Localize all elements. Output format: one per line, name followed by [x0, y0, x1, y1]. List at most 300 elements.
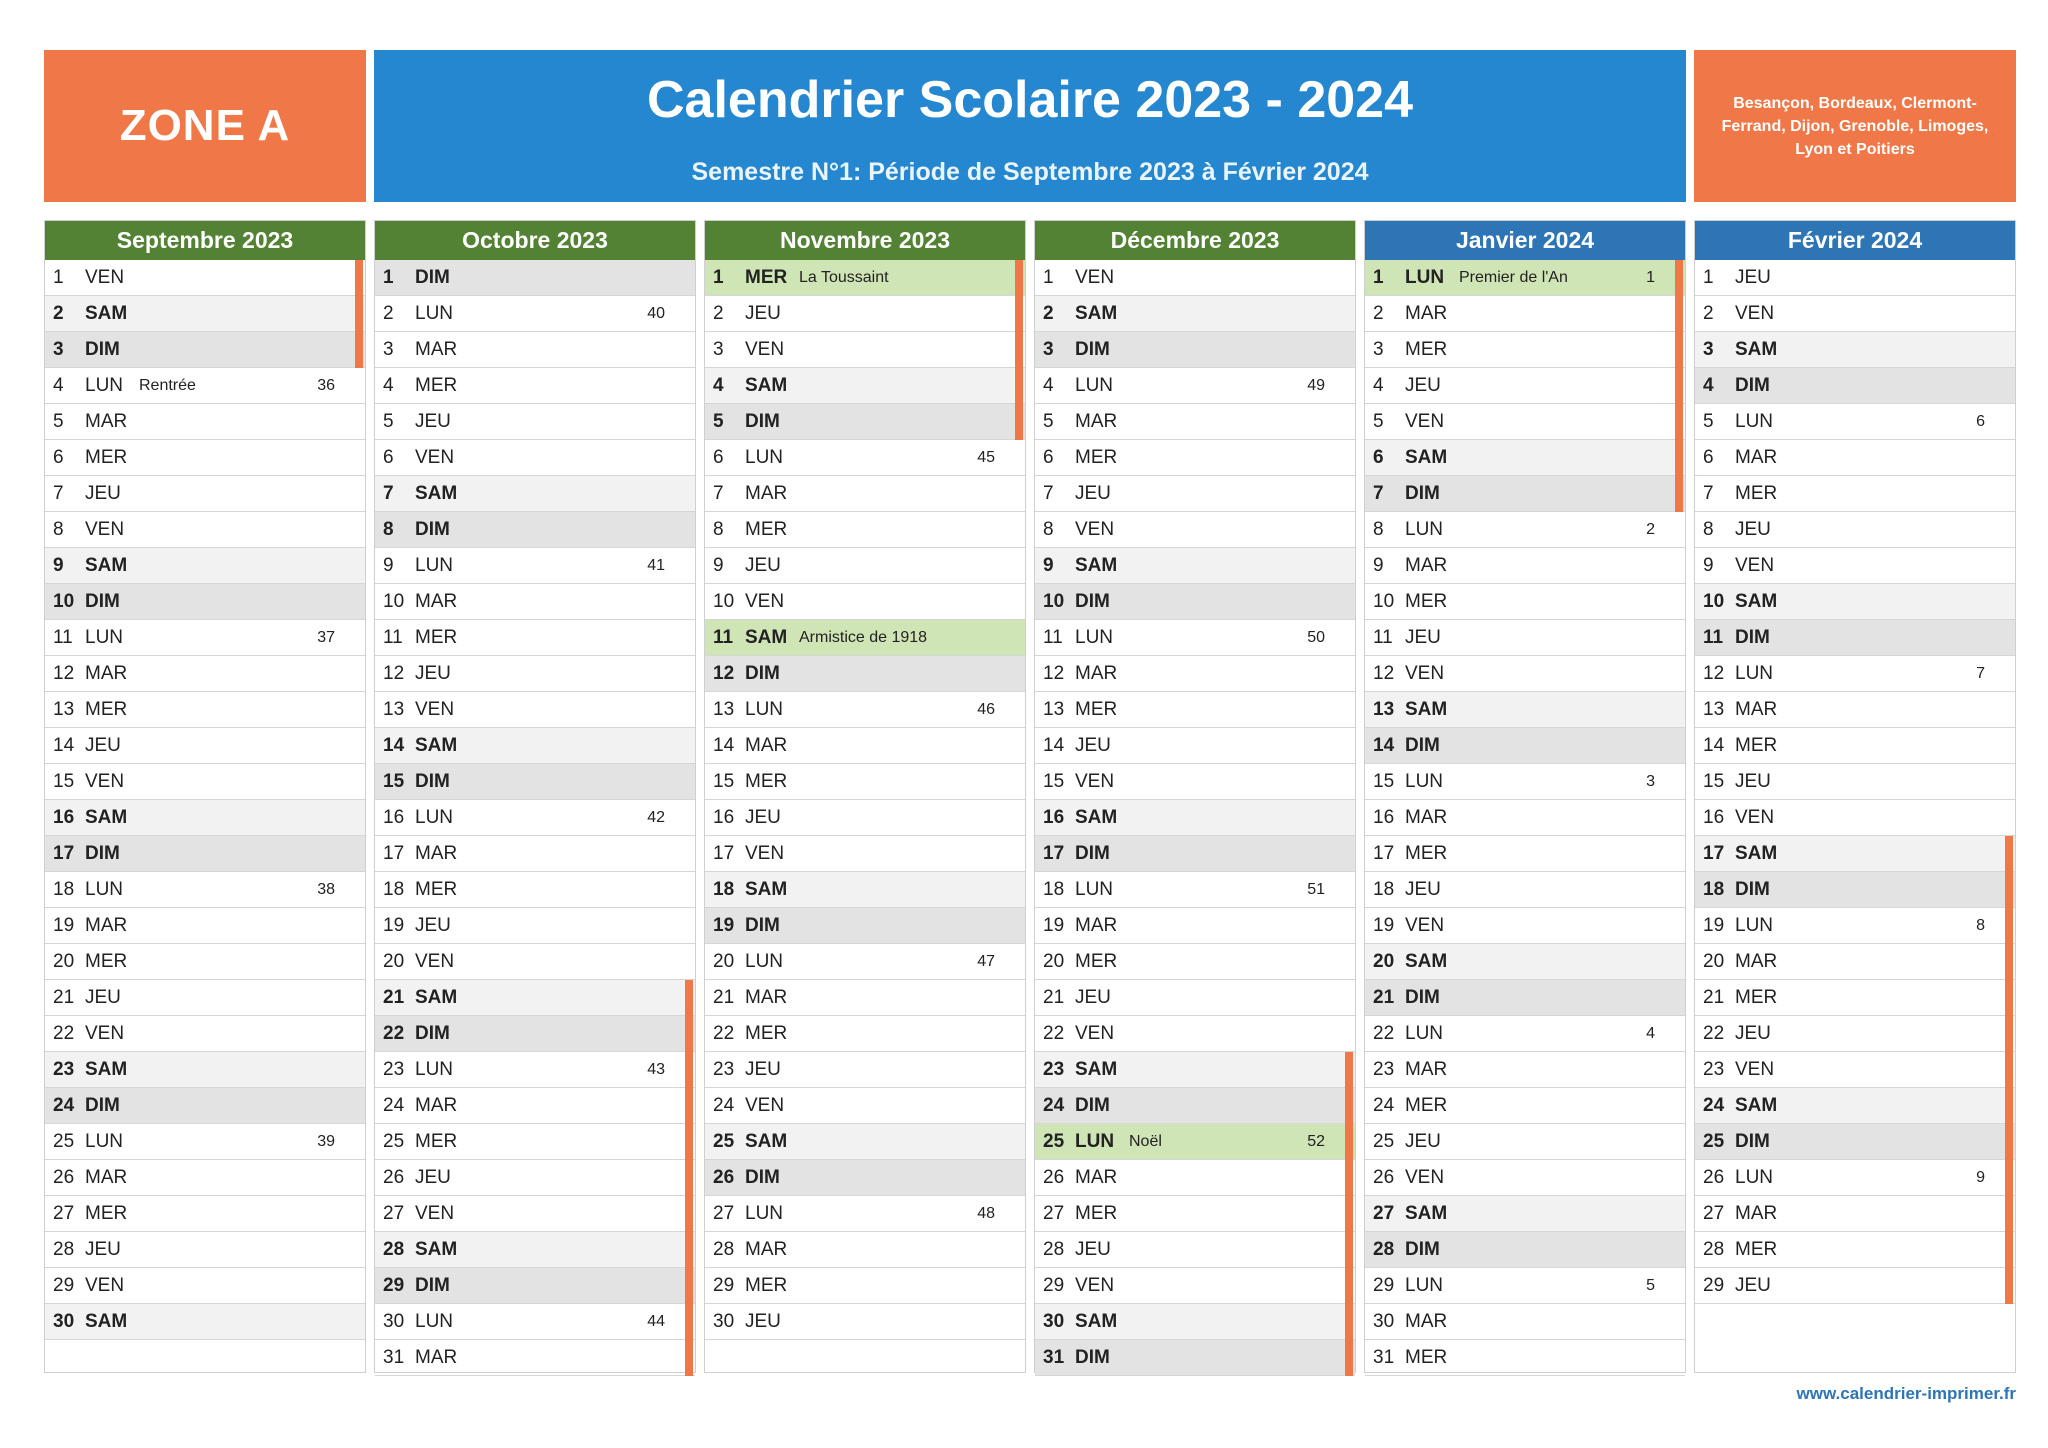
- day-row: [375, 944, 695, 980]
- day-name: JEU: [85, 1238, 121, 1260]
- day-number: 5: [383, 410, 394, 432]
- day-number: 8: [1703, 518, 1714, 540]
- day-number: 24: [1043, 1094, 1065, 1116]
- day-row: [1365, 728, 1685, 764]
- day-name: MAR: [85, 410, 128, 432]
- day-row: [1695, 404, 2015, 440]
- day-row: [1695, 1052, 2015, 1088]
- day-row: [705, 512, 1025, 548]
- day-name: VEN: [1405, 410, 1445, 432]
- day-row: [705, 332, 1025, 368]
- day-name: MAR: [745, 1238, 788, 1260]
- day-name: MER: [415, 878, 458, 900]
- day-name: VEN: [1735, 554, 1775, 576]
- day-name: MER: [1405, 590, 1448, 612]
- day-row: [45, 836, 365, 872]
- page-subtitle: Semestre N°1: Période de Septembre 2023 à Février 2024: [691, 158, 1369, 186]
- day-row: [1365, 1340, 1685, 1376]
- day-name: SAM: [745, 1130, 788, 1152]
- day-row: [1695, 692, 2015, 728]
- day-row: [1695, 584, 2015, 620]
- vacation-marker: [1345, 1196, 1353, 1232]
- day-number: 3: [1043, 338, 1054, 360]
- day-row: [705, 1052, 1025, 1088]
- day-number: 20: [383, 950, 405, 972]
- day-name: SAM: [1405, 698, 1448, 720]
- month-column: [374, 220, 696, 1373]
- day-name: DIM: [1075, 338, 1110, 360]
- day-name: MAR: [1735, 698, 1778, 720]
- day-number: 9: [713, 554, 724, 576]
- day-name: MER: [415, 374, 458, 396]
- day-name: JEU: [85, 482, 121, 504]
- day-name: LUN: [415, 302, 454, 324]
- day-number: 13: [1043, 698, 1065, 720]
- day-number: 15: [1043, 770, 1065, 792]
- month-header: Novembre 2023: [705, 221, 1025, 260]
- vacation-marker: [1345, 1160, 1353, 1196]
- day-name: LUN: [415, 554, 454, 576]
- day-row: [1035, 1016, 1355, 1052]
- vacation-marker: [685, 1232, 693, 1268]
- day-number: 11: [1043, 626, 1063, 648]
- day-row: [375, 476, 695, 512]
- day-row: [1035, 1052, 1355, 1088]
- day-name: JEU: [1075, 482, 1111, 504]
- day-name: MER: [1735, 734, 1778, 756]
- vacation-marker: [2005, 1016, 2013, 1052]
- day-number: 19: [1373, 914, 1395, 936]
- day-number: 11: [1703, 626, 1724, 648]
- day-event: Rentrée: [139, 376, 196, 394]
- day-name: JEU: [1735, 266, 1771, 288]
- day-number: 22: [383, 1022, 405, 1044]
- week-number: 42: [647, 808, 665, 826]
- day-name: JEU: [415, 662, 451, 684]
- day-row: [375, 368, 695, 404]
- day-row: [375, 1160, 695, 1196]
- day-row: [1695, 944, 2015, 980]
- day-name: JEU: [415, 410, 451, 432]
- empty-row: [1695, 1340, 2015, 1376]
- week-number: 4: [1646, 1024, 1655, 1042]
- day-name: SAM: [745, 374, 788, 396]
- vacation-marker: [1015, 368, 1023, 404]
- day-number: 31: [383, 1346, 405, 1368]
- day-number: 2: [1373, 302, 1384, 324]
- day-number: 30: [53, 1310, 75, 1332]
- day-row: [1365, 620, 1685, 656]
- day-name: SAM: [1075, 1058, 1118, 1080]
- day-row: [1035, 656, 1355, 692]
- week-number: 1: [1646, 268, 1655, 286]
- day-row: [1035, 1160, 1355, 1196]
- day-number: 1: [1373, 266, 1384, 288]
- day-row: [1365, 836, 1685, 872]
- day-number: 4: [383, 374, 394, 396]
- day-name: VEN: [85, 1274, 125, 1296]
- day-number: 29: [53, 1274, 75, 1296]
- day-name: DIM: [1735, 374, 1770, 396]
- day-number: 13: [53, 698, 75, 720]
- vacation-marker: [2005, 1124, 2013, 1160]
- day-number: 4: [1043, 374, 1054, 396]
- day-row: [45, 512, 365, 548]
- day-number: 21: [383, 986, 405, 1008]
- day-row: [705, 836, 1025, 872]
- day-name: LUN: [1075, 626, 1114, 648]
- vacation-marker: [1015, 296, 1023, 332]
- day-name: SAM: [85, 1310, 128, 1332]
- month-header: Février 2024: [1695, 221, 2015, 260]
- day-name: VEN: [415, 1202, 455, 1224]
- day-number: 6: [1703, 446, 1714, 468]
- vacation-marker: [1675, 440, 1683, 476]
- day-number: 5: [1043, 410, 1054, 432]
- day-row: [45, 656, 365, 692]
- day-number: 16: [53, 806, 75, 828]
- day-row: [1695, 620, 2015, 656]
- day-number: 17: [383, 842, 405, 864]
- day-row: [1035, 1340, 1355, 1376]
- month-column: [704, 220, 1026, 1373]
- day-row: [45, 1232, 365, 1268]
- week-number: 51: [1307, 880, 1325, 898]
- day-name: DIM: [1075, 590, 1110, 612]
- day-name: SAM: [1075, 806, 1118, 828]
- day-row: [1365, 404, 1685, 440]
- vacation-marker: [355, 332, 363, 368]
- day-name: SAM: [1075, 302, 1118, 324]
- day-name: DIM: [85, 338, 120, 360]
- day-row: [45, 1052, 365, 1088]
- day-row: [1035, 584, 1355, 620]
- vacation-marker: [2005, 1232, 2013, 1268]
- day-name: MER: [1075, 698, 1118, 720]
- day-row: [705, 1088, 1025, 1124]
- day-row: [1035, 404, 1355, 440]
- day-name: MER: [1735, 1238, 1778, 1260]
- day-row: [1035, 512, 1355, 548]
- vacation-marker: [1675, 260, 1683, 296]
- day-row: [375, 1268, 695, 1304]
- day-name: JEU: [1405, 626, 1441, 648]
- day-number: 6: [1373, 446, 1384, 468]
- day-number: 25: [383, 1130, 405, 1152]
- day-number: 18: [383, 878, 405, 900]
- day-name: VEN: [85, 770, 125, 792]
- day-name: MAR: [415, 842, 458, 864]
- day-number: 13: [1373, 698, 1395, 720]
- day-number: 25: [713, 1130, 735, 1152]
- day-name: MAR: [1405, 554, 1448, 576]
- day-number: 24: [1373, 1094, 1395, 1116]
- day-row: [705, 1160, 1025, 1196]
- vacation-marker: [2005, 980, 2013, 1016]
- day-row: [705, 1196, 1025, 1232]
- day-row: [45, 1304, 365, 1340]
- day-row: [375, 1304, 695, 1340]
- day-number: 11: [53, 626, 73, 648]
- day-row: [705, 908, 1025, 944]
- month-column: [44, 220, 366, 1373]
- day-number: 9: [1043, 554, 1054, 576]
- day-row: [1365, 1232, 1685, 1268]
- day-name: MAR: [1075, 662, 1118, 684]
- day-row: [1365, 1088, 1685, 1124]
- vacation-marker: [685, 1268, 693, 1304]
- day-row: [1365, 656, 1685, 692]
- day-number: 12: [1043, 662, 1065, 684]
- day-number: 12: [53, 662, 75, 684]
- day-row: [1365, 512, 1685, 548]
- day-row: [1365, 368, 1685, 404]
- day-number: 8: [713, 518, 724, 540]
- day-number: 22: [1373, 1022, 1395, 1044]
- day-number: 4: [1703, 374, 1714, 396]
- week-number: 40: [647, 304, 665, 322]
- day-name: LUN: [415, 1058, 454, 1080]
- day-name: SAM: [85, 302, 128, 324]
- day-number: 1: [713, 266, 724, 288]
- day-number: 20: [1043, 950, 1065, 972]
- day-name: LUN: [1075, 1130, 1115, 1152]
- day-name: DIM: [415, 770, 450, 792]
- day-row: [1365, 692, 1685, 728]
- day-number: 26: [383, 1166, 405, 1188]
- day-number: 24: [713, 1094, 735, 1116]
- day-number: 23: [1373, 1058, 1395, 1080]
- day-name: LUN: [1405, 266, 1445, 288]
- day-row: [375, 836, 695, 872]
- day-row: [1695, 908, 2015, 944]
- day-number: 10: [53, 590, 75, 612]
- vacation-marker: [355, 296, 363, 332]
- day-name: SAM: [745, 626, 788, 648]
- day-number: 30: [1373, 1310, 1395, 1332]
- day-number: 30: [1043, 1310, 1065, 1332]
- day-name: LUN: [415, 1310, 454, 1332]
- vacation-marker: [685, 1340, 693, 1376]
- day-row: [375, 656, 695, 692]
- day-name: JEU: [1735, 770, 1771, 792]
- day-name: SAM: [1405, 950, 1448, 972]
- day-row: [1035, 260, 1355, 296]
- day-name: DIM: [1405, 734, 1440, 756]
- day-number: 16: [1703, 806, 1725, 828]
- day-row: [1695, 1016, 2015, 1052]
- day-number: 5: [1703, 410, 1714, 432]
- day-number: 15: [383, 770, 405, 792]
- day-name: LUN: [85, 374, 124, 396]
- day-number: 19: [1043, 914, 1065, 936]
- day-number: 13: [383, 698, 405, 720]
- cities-label: Besançon, Bordeaux, Clermont-Ferrand, Dijon, Grenoble, Limoges, Lyon et Poitiers: [1694, 50, 2016, 202]
- day-row: [375, 1124, 695, 1160]
- day-number: 27: [383, 1202, 405, 1224]
- day-row: [1035, 332, 1355, 368]
- day-name: SAM: [1735, 590, 1778, 612]
- day-name: DIM: [85, 590, 120, 612]
- day-number: 23: [1043, 1058, 1065, 1080]
- vacation-marker: [1345, 1052, 1353, 1088]
- day-number: 9: [53, 554, 64, 576]
- day-number: 2: [1703, 302, 1714, 324]
- day-row: [375, 728, 695, 764]
- day-name: MER: [745, 518, 788, 540]
- day-row: [375, 584, 695, 620]
- day-row: [1035, 440, 1355, 476]
- day-number: 22: [53, 1022, 75, 1044]
- day-number: 10: [1703, 590, 1725, 612]
- day-row: [375, 764, 695, 800]
- day-number: 21: [1043, 986, 1065, 1008]
- day-row: [705, 440, 1025, 476]
- day-row: [45, 404, 365, 440]
- day-number: 19: [1703, 914, 1725, 936]
- day-number: 26: [53, 1166, 75, 1188]
- day-row: [1365, 980, 1685, 1016]
- day-row: [1365, 800, 1685, 836]
- day-number: 12: [383, 662, 405, 684]
- day-row: [1035, 692, 1355, 728]
- day-row: [45, 692, 365, 728]
- day-name: MER: [1075, 1202, 1118, 1224]
- vacation-marker: [1015, 332, 1023, 368]
- day-row: [1035, 476, 1355, 512]
- month-column: [1694, 220, 2016, 1373]
- vacation-marker: [685, 1088, 693, 1124]
- day-row: [1695, 1160, 2015, 1196]
- day-number: 28: [1373, 1238, 1395, 1260]
- day-number: 14: [713, 734, 735, 756]
- day-name: VEN: [1075, 1274, 1115, 1296]
- week-number: 2: [1646, 520, 1655, 538]
- day-name: MER: [415, 1130, 458, 1152]
- day-number: 15: [1373, 770, 1395, 792]
- month-header: Janvier 2024: [1365, 221, 1685, 260]
- day-row: [45, 944, 365, 980]
- day-row: [1695, 872, 2015, 908]
- day-name: MER: [1405, 1346, 1448, 1368]
- day-name: VEN: [745, 1094, 785, 1116]
- vacation-marker: [1675, 476, 1683, 512]
- day-row: [45, 800, 365, 836]
- day-row: [705, 1124, 1025, 1160]
- day-number: 21: [1373, 986, 1395, 1008]
- day-row: [1035, 980, 1355, 1016]
- day-number: 29: [1373, 1274, 1395, 1296]
- day-row: [1695, 836, 2015, 872]
- day-row: [1035, 1304, 1355, 1340]
- day-row: [705, 1304, 1025, 1340]
- day-number: 3: [713, 338, 724, 360]
- day-name: DIM: [745, 1166, 780, 1188]
- day-name: MAR: [415, 1346, 458, 1368]
- day-number: 18: [1043, 878, 1065, 900]
- day-name: MAR: [415, 590, 458, 612]
- day-name: VEN: [745, 842, 785, 864]
- day-name: SAM: [415, 482, 458, 504]
- week-number: 3: [1646, 772, 1655, 790]
- day-row: [1695, 1088, 2015, 1124]
- day-number: 30: [383, 1310, 405, 1332]
- day-name: MER: [745, 770, 788, 792]
- day-row: [375, 548, 695, 584]
- day-row: [1695, 296, 2015, 332]
- day-row: [705, 584, 1025, 620]
- week-number: 38: [317, 880, 335, 898]
- day-number: 11: [713, 626, 734, 648]
- day-number: 27: [53, 1202, 75, 1224]
- day-name: VEN: [1075, 1022, 1115, 1044]
- day-row: [1365, 872, 1685, 908]
- day-number: 21: [53, 986, 75, 1008]
- day-row: [1035, 872, 1355, 908]
- day-name: JEU: [1735, 1274, 1771, 1296]
- day-number: 10: [1043, 590, 1065, 612]
- day-number: 29: [1043, 1274, 1065, 1296]
- day-row: [45, 764, 365, 800]
- day-name: SAM: [85, 554, 128, 576]
- day-number: 25: [1043, 1130, 1065, 1152]
- vacation-marker: [685, 1016, 693, 1052]
- day-name: VEN: [85, 1022, 125, 1044]
- day-row: [45, 368, 365, 404]
- vacation-marker: [2005, 1052, 2013, 1088]
- week-number: 8: [1976, 916, 1985, 934]
- day-number: 20: [53, 950, 75, 972]
- day-number: 18: [53, 878, 75, 900]
- day-row: [375, 872, 695, 908]
- day-name: VEN: [1735, 806, 1775, 828]
- day-name: DIM: [1075, 1094, 1110, 1116]
- month-column: [1034, 220, 1356, 1373]
- day-name: MAR: [85, 1166, 128, 1188]
- day-name: MER: [745, 1274, 788, 1296]
- day-name: JEU: [1405, 878, 1441, 900]
- day-name: VEN: [415, 446, 455, 468]
- day-row: [375, 908, 695, 944]
- day-number: 17: [1373, 842, 1395, 864]
- day-name: VEN: [1405, 1166, 1445, 1188]
- day-name: DIM: [415, 1022, 450, 1044]
- day-name: MER: [1405, 842, 1448, 864]
- day-name: LUN: [1405, 1274, 1444, 1296]
- day-name: LUN: [85, 878, 124, 900]
- day-number: 22: [1043, 1022, 1065, 1044]
- day-number: 1: [383, 266, 394, 288]
- vacation-marker: [2005, 1268, 2013, 1304]
- day-number: 8: [1043, 518, 1054, 540]
- day-number: 10: [713, 590, 735, 612]
- day-name: JEU: [1735, 518, 1771, 540]
- day-name: SAM: [1405, 1202, 1448, 1224]
- day-row: [1365, 908, 1685, 944]
- day-number: 26: [1373, 1166, 1395, 1188]
- day-number: 29: [1703, 1274, 1725, 1296]
- day-name: MAR: [1405, 1310, 1448, 1332]
- day-number: 26: [713, 1166, 735, 1188]
- day-name: LUN: [745, 698, 784, 720]
- day-row: [375, 1340, 695, 1376]
- day-row: [1695, 764, 2015, 800]
- day-name: SAM: [415, 734, 458, 756]
- day-name: VEN: [1405, 662, 1445, 684]
- day-name: JEU: [1405, 1130, 1441, 1152]
- day-name: LUN: [1735, 410, 1774, 432]
- footer-link[interactable]: www.calendrier-imprimer.fr: [1796, 1384, 2016, 1403]
